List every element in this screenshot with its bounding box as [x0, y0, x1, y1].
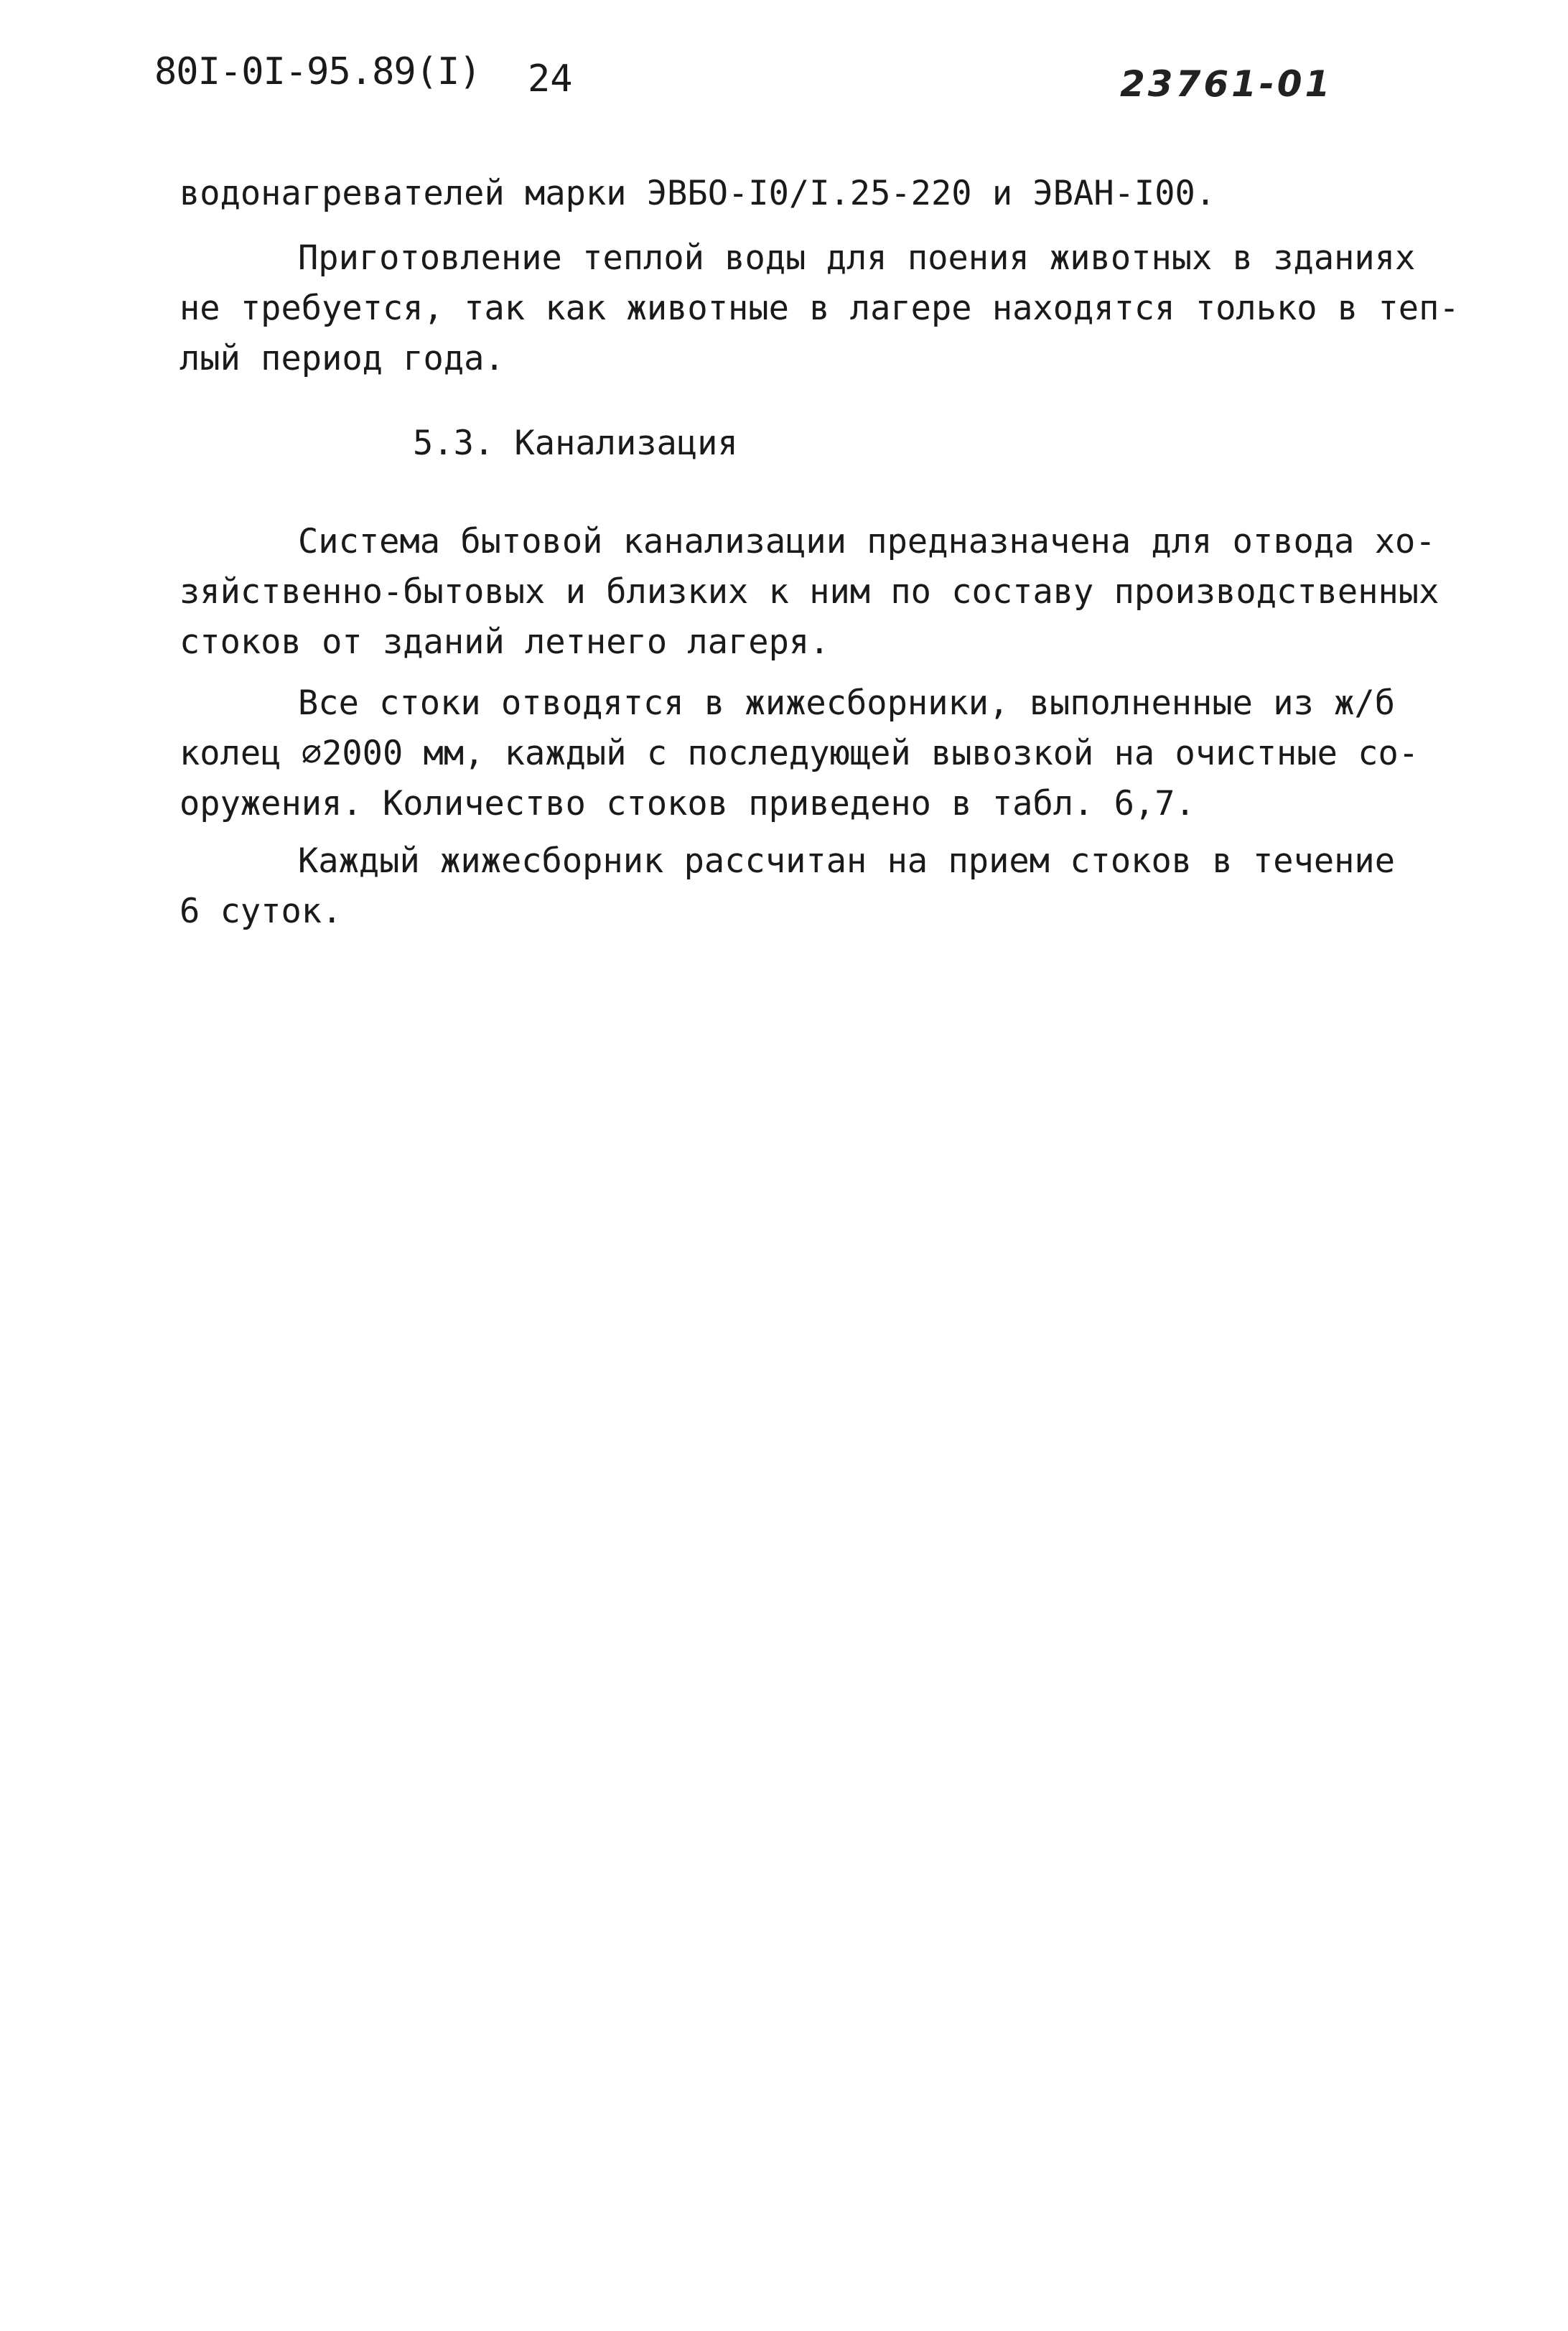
text-line: 6 суток. [179, 892, 342, 931]
paragraph-2 [179, 233, 1460, 384]
section-heading: 5.3. Канализация [413, 424, 738, 463]
paragraph-3 [179, 517, 1439, 668]
text-line: лый период года. [179, 339, 505, 378]
text-line: Каждый жижесборник рассчитан на прием стоков в течение [298, 841, 1396, 881]
text-line: Приготовление теплой воды для поения животных в зданиях [298, 238, 1416, 278]
text-line: колец ∅2000 мм, каждый с последующей вывозкой на очистные со- [179, 734, 1419, 773]
paragraph-4 [179, 678, 1429, 829]
text-line: оружения. Количество стоков приведено в табл. 6,7. [179, 784, 1195, 823]
paragraph-5 [179, 836, 1429, 937]
inventory-stamp: 23761-01 [1120, 63, 1333, 105]
text-line: зяйственно-бытовых и близких к ним по составу производственных [179, 572, 1439, 612]
paragraph-1 [179, 169, 1429, 219]
text-line: стоков от зданий летнего лагеря. [179, 622, 830, 662]
page-number: 24 [528, 57, 573, 101]
document-code: 80I-0I-95.89(I) [154, 50, 481, 93]
text-line: Все стоки отводятся в жижесборники, выполненные из ж/б [298, 683, 1396, 723]
text-line: Система бытовой канализации предназначена для отвода хо- [298, 522, 1436, 561]
text-line: не требуется, так как животные в лагере находятся только в теп- [179, 289, 1460, 328]
text-line: водонагревателей марки ЭВБО-I0/I.25-220 и ЭВАН-I00. [179, 174, 1216, 213]
